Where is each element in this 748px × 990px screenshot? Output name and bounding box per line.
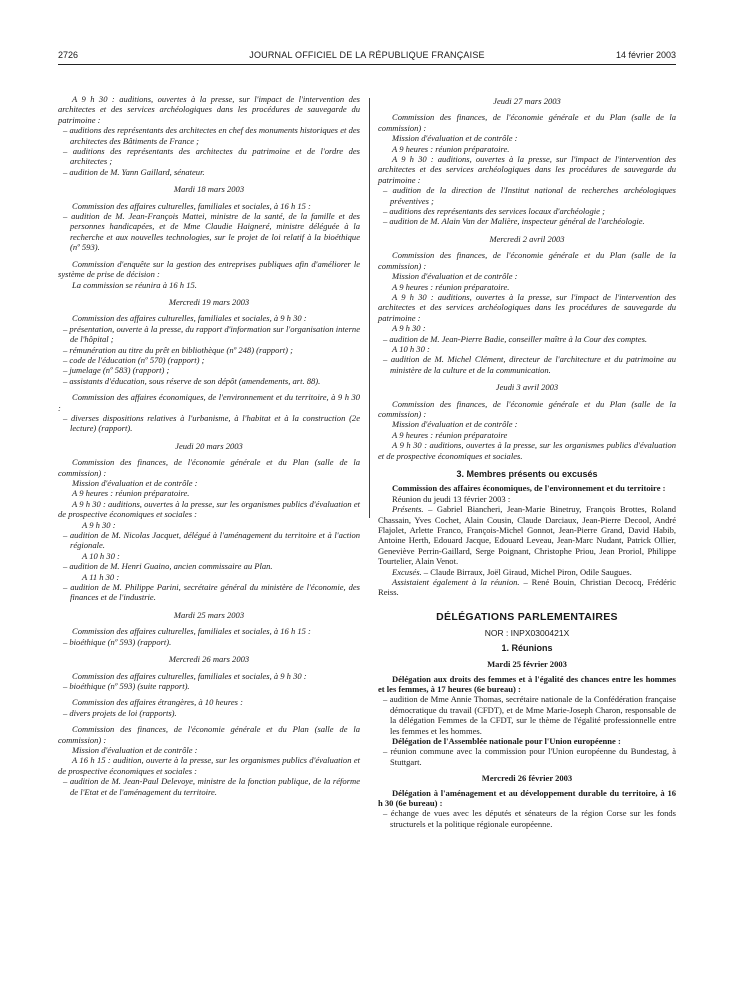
paragraph: Mission d'évaluation et de contrôle : — [72, 478, 198, 488]
date-heading: Mardi 18 mars 2003 — [173, 184, 245, 195]
date-heading: Mercredi 26 février 2003 — [481, 773, 573, 784]
paragraph: Commission des affaires culturelles, familiales et sociales, à 16 h 15 : — [72, 626, 311, 637]
list-item: – bioéthique (nº 593) (rapport). — [63, 636, 172, 647]
header-rule — [58, 64, 676, 65]
paragraph: Réunion du jeudi 13 février 2003 : — [392, 493, 511, 504]
paragraph: Commission d'enquête sur la gestion des entreprises publiques afin d'améliorer le système de prise de décision : — [58, 258, 360, 280]
list-item: – bioéthique (nº 593) (suite rapport). — [63, 680, 190, 691]
journal-title: JOURNAL OFFICIEL DE LA RÉPUBLIQUE FRANÇAISE — [249, 50, 485, 60]
paragraph: A 9 heures : réunion préparatoire. — [392, 143, 510, 154]
column-divider — [369, 98, 370, 518]
list-item: – auditions des représentants des architectes du patrimoine et de l'ordre des architectes ; — [63, 146, 360, 167]
paragraph: Délégation de l'Assemblée nationale pour l'Union européenne : — [392, 735, 621, 746]
time-label: A 9 h 30 : — [392, 323, 426, 334]
time-label: A 10 h 30 : — [392, 343, 430, 354]
paragraph: A 9 heures : réunion préparatoire. — [72, 488, 190, 499]
list-item: – audition de M. Alain Van der Malière, inspecteur général de l'archéologie. — [383, 216, 645, 227]
list-item: – rémunération au titre du prêt en bibliothèque (nº 248) (rapport) ; — [63, 344, 293, 355]
paragraph: Mission d'évaluation et de contrôle : — [392, 419, 518, 430]
date-heading: Jeudi 27 mars 2003 — [493, 96, 561, 106]
list-item: – audition de M. Philippe Parini, secrétaire général du ministère de l'économie, des finances et de l'industrie. — [63, 582, 360, 603]
paragraph: Commission des finances, de l'économie générale et du Plan (salle de la commission) : — [58, 724, 360, 745]
time-label: A 10 h 30 : — [82, 550, 120, 561]
paragraph: Commission des finances, de l'économie générale et du Plan (salle de la commission) : — [378, 112, 676, 133]
page-header — [58, 50, 676, 64]
paragraph: A 9 h 30 : auditions, ouvertes à la presse, sur l'impact de l'intervention des architectes et des services archéologiques dans les procédures de sauvegarde du patrimoine : — [58, 94, 360, 125]
date-heading: Jeudi 20 mars 2003 — [175, 440, 243, 451]
paragraph: Mission d'évaluation et de contrôle : — [392, 133, 518, 144]
paragraph: Commission des affaires économiques, de l'environnement et du territoire, à 9 h 30 : — [58, 392, 360, 413]
paragraph: La commission se réunira à 16 h 15. — [72, 279, 197, 290]
time-label: A 9 h 30 : — [82, 519, 116, 530]
paragraph: A 16 h 15 : audition, ouverte à la presse, sur les organismes publics d'évaluation et de prospective économiques et sociales : — [58, 755, 360, 776]
reunions-title: 1. Réunions — [501, 642, 553, 653]
paragraph: Mission d'évaluation et de contrôle : — [72, 744, 198, 755]
paragraph: Mission d'évaluation et de contrôle : — [392, 271, 518, 282]
time-label: A 11 h 30 : — [82, 571, 120, 582]
date-heading: Mardi 25 février 2003 — [487, 659, 567, 670]
paragraph: Délégation aux droits des femmes et à l'égalité des chances entre les hommes et les femmes, à 17 heures (6e bureau) : — [378, 673, 676, 694]
paragraph: Commission des affaires étrangères, à 10 heures : — [72, 697, 243, 708]
date-heading: Mardi 25 mars 2003 — [173, 609, 245, 620]
delegations-title: DÉLÉGATIONS PARLEMENTAIRES — [436, 610, 618, 623]
list-item: – audition de M. Jean-Paul Delevoye, ministre de la fonction publique, de la réforme de l'Etat et de l'aménagement du territoire. — [63, 776, 360, 797]
list-item: – auditions des représentants des architectes en chef des monuments historiques et des architectes des Bâtiments de France ; — [63, 125, 360, 146]
paragraph: Délégation à l'aménagement et au développement durable du territoire, à 16 h 30 (6e bureau) : — [378, 787, 676, 808]
list-item: – audition de M. Jean-François Mattei, ministre de la santé, de la famille et des personnes handicapées, et de Mme Claudie Haigneré, ministre déléguée à la recherche et aux nouvelles technologies, sur le projet de loi relatif à la bioéthique (nº 593). — [63, 211, 360, 253]
list-item: – audition de M. Yann Gaillard, sénateur. — [63, 166, 205, 177]
list-item: – audition de M. Michel Clément, directeur de l'architecture et du patrimoine au ministère de la culture et de la communication. — [383, 354, 676, 375]
list-item: – audition de la direction de l'Institut national de recherches archéologiques préventives ; — [383, 185, 676, 206]
names: – René Bouin, Christian Decocq, Frédéric Reiss. — [378, 577, 676, 598]
list-item: – audition de M. Nicolas Jacquet, délégué à l'aménagement du territoire et à l'action régionale. — [63, 530, 360, 551]
paragraph: A 9 h 30 : auditions, ouvertes à la presse, sur l'impact de l'intervention des architectes et des services archéologiques dans les procédures de sauvegarde du patrimoine : — [378, 291, 676, 323]
attendance-excused — [378, 567, 676, 577]
paragraph: Commission des affaires culturelles, familiales et sociales, à 9 h 30 : — [72, 313, 307, 324]
names: – Claude Birraux, Joël Giraud, Michel Piron, Odile Saugues. — [421, 566, 632, 577]
list-item: – audition de Mme Annie Thomas, secrétaire nationale de la Confédération française démocratique du travail (CFDT), et de Mme Marie-Joseph Charon, responsable de la délégation Femmes de la CFDT, sur le thème de l'égalité professionnelle entre les femmes et les hommes. — [383, 694, 676, 736]
label: Excusés. — [392, 566, 422, 577]
paragraph: A 9 heures : réunion préparatoire. — [392, 281, 510, 292]
paragraph: Commission des affaires culturelles, familiales et sociales, à 16 h 15 : — [72, 200, 311, 211]
label: Présents. — [392, 504, 424, 515]
right-column — [378, 94, 676, 829]
attendance-also — [378, 577, 676, 598]
label: Assistaient également à la réunion. — [392, 577, 520, 588]
list-item: – présentation, ouverte à la presse, du rapport d'information sur l'organisation interne de l'hôpital ; — [63, 323, 360, 345]
paragraph: A 9 h 30 : auditions, ouvertes à la presse, sur l'impact de l'intervention des architectes et des services archéologiques dans les procédures de sauvegarde du patrimoine : — [378, 154, 676, 185]
paragraph: Commission des affaires culturelles, familiales et sociales, à 9 h 30 : — [72, 670, 307, 681]
list-item: – assistants d'éducation, sous réserve de son dépôt (amendements, art. 88). — [63, 375, 321, 386]
left-column — [58, 94, 360, 797]
list-item: – diverses dispositions relatives à l'urbanisme, à l'habitat et à la construction (2e lecture) (rapport). — [63, 412, 360, 434]
page-number: 2726 — [58, 50, 79, 60]
list-item: – divers projets de loi (rapports). — [63, 707, 177, 718]
list-item: – code de l'éducation (nº 570) (rapport) ; — [63, 354, 205, 365]
paragraph: Commission des finances, de l'économie générale et du Plan (salle de la commission) : — [378, 398, 676, 419]
date-heading: Mercredi 19 mars 2003 — [168, 296, 250, 307]
list-item: – échange de vues avec les députés et sénateurs de la région Corse sur les fonds structurels et la politique régionale européenne. — [383, 808, 676, 829]
paragraph: Commission des finances, de l'économie générale et du Plan (salle de la commission) : — [378, 250, 676, 271]
list-item: – jumelage (nº 583) (rapport) ; — [63, 365, 170, 376]
paragraph: A 9 heures : réunion préparatoire — [392, 429, 508, 440]
issue-date: 14 février 2003 — [615, 50, 676, 60]
paragraph: Commission des finances, de l'économie générale et du Plan (salle de la commission) : — [58, 457, 360, 478]
paragraph: A 9 h 30 : auditions, ouvertes à la presse, sur les organismes publics d'évaluation et de prospective économiques et sociales : — [58, 498, 360, 520]
paragraph: A 9 h 30 : auditions, ouvertes à la presse, sur les organismes publics d'évaluation et de prospective économiques et sociales. — [378, 440, 676, 461]
list-item: – auditions des représentants des services locaux d'archéologie ; — [383, 206, 605, 217]
names: – Gabriel Biancheri, Jean-Marie Binetruy, François Brottes, Roland Chassain, Yves Cochet, Alain Cousin, Claude Darciaux, Jean-Pierre Decool, André Flajolet, Arlette Franco, François-Michel Gonnot, Jean-Pierre Grand, David Habib, Antoine Herth, Edouard Jacque, Edouard Leveau, Jean-Marc Nudant, Patrick Ollier, Geneviève Perrin-Gaillard, Serge Poignant, Christophe Priou, Jean Proriol, Philippe Tourtelier, Alain Venot. — [378, 504, 676, 567]
nor-reference: NOR : INPX0300421X — [484, 628, 570, 639]
section-title: 3. Membres présents ou excusés — [456, 469, 598, 479]
paragraph: Commission des affaires économiques, de l'environnement et du territoire : — [392, 483, 666, 494]
attendance-present — [378, 504, 676, 566]
list-item: – audition de M. Henri Guaino, ancien commissaire au Plan. — [63, 561, 273, 572]
date-heading: Mercredi 2 avril 2003 — [489, 233, 565, 244]
list-item: – audition de M. Jean-Pierre Badie, conseiller maître à la Cour des comptes. — [383, 333, 648, 344]
date-heading: Jeudi 3 avril 2003 — [495, 382, 559, 393]
list-item: – réunion commune avec la commission pour l'Union européenne du Bundestag, à Stuttgart. — [383, 746, 676, 767]
date-heading: Mercredi 26 mars 2003 — [168, 654, 250, 665]
